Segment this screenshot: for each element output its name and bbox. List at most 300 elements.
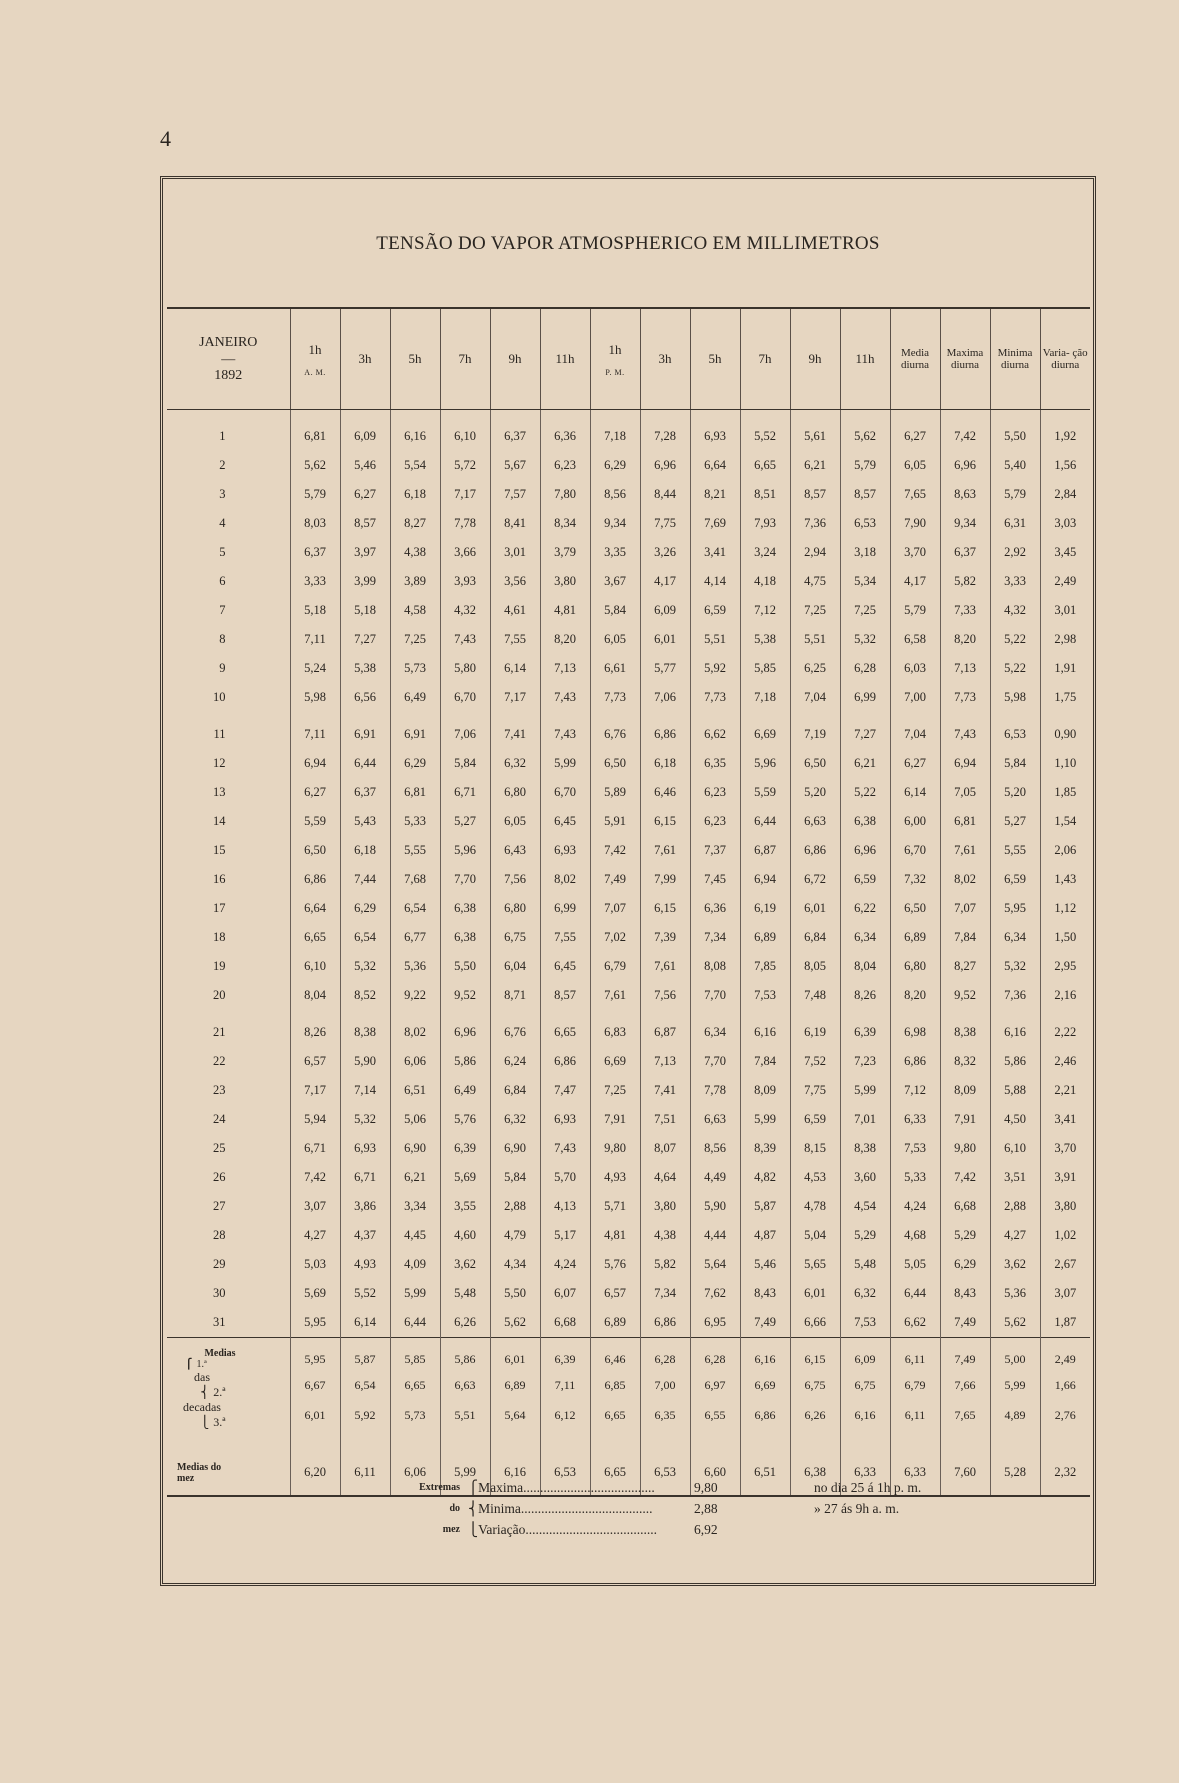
value-cell: 7,61 <box>640 836 690 865</box>
value-cell: 6,84 <box>490 1076 540 1105</box>
value-cell: 4,81 <box>590 1221 640 1250</box>
hour-header <box>640 308 690 410</box>
value-cell: 7,61 <box>940 836 990 865</box>
value-cell: 4,09 <box>390 1250 440 1279</box>
value-cell: 4,32 <box>990 596 1040 625</box>
value-cell: 5,50 <box>490 1279 540 1308</box>
value-cell: 5,52 <box>740 410 790 452</box>
value-cell: 5,29 <box>840 1221 890 1250</box>
value-cell: 7,01 <box>840 1105 890 1134</box>
hour-header <box>590 308 640 410</box>
value-cell: 7,75 <box>640 509 690 538</box>
value-cell: 6,06 <box>390 1047 440 1076</box>
value-cell: 6,07 <box>540 1279 590 1308</box>
value-cell: 3,86 <box>340 1192 390 1221</box>
value-cell: 6,94 <box>740 865 790 894</box>
value-cell: 7,34 <box>690 923 740 952</box>
value-cell: 8,02 <box>940 865 990 894</box>
extreme-row <box>388 1519 921 1540</box>
value-cell: 5,76 <box>440 1105 490 1134</box>
value-cell: 7,36 <box>790 509 840 538</box>
value-cell: 3,89 <box>390 567 440 596</box>
value-cell: 6,70 <box>540 778 590 807</box>
value-cell: 7,05 <box>940 778 990 807</box>
value-cell: 6,60 <box>690 1430 740 1496</box>
table-row <box>167 1047 1090 1076</box>
value-cell: 7,00 <box>890 683 940 712</box>
day-cell: 28 <box>213 1228 226 1242</box>
day-cell: 11 <box>213 727 226 741</box>
value-cell: 6,59 <box>790 1105 840 1134</box>
value-cell: 6,16 <box>740 1010 790 1047</box>
hour-label: 11h <box>855 351 875 366</box>
value-cell: 8,09 <box>940 1076 990 1105</box>
value-cell: 2,84 <box>1040 480 1090 509</box>
value-cell: 6,35 <box>690 749 740 778</box>
value-cell: 4,82 <box>740 1163 790 1192</box>
value-cell: 6,53 <box>640 1430 690 1496</box>
value-cell: 4,13 <box>540 1192 590 1221</box>
value-cell: 6,53 <box>540 1430 590 1496</box>
day-cell: 5 <box>219 545 226 559</box>
table-row <box>167 1134 1090 1163</box>
value-cell: 6,10 <box>290 952 340 981</box>
value-cell: 8,04 <box>290 981 340 1010</box>
value-cell: 6,63 <box>790 807 840 836</box>
value-cell: 7,25 <box>390 625 440 654</box>
value-cell: 6,55 <box>690 1400 740 1430</box>
value-cell: 6,01 <box>640 625 690 654</box>
value-cell: 4,14 <box>690 567 740 596</box>
extreme-value: 6,92 <box>694 1522 718 1537</box>
value-cell: 5,95 <box>290 1308 340 1338</box>
value-cell: 3,99 <box>340 567 390 596</box>
value-cell: 4,61 <box>490 596 540 625</box>
value-cell: 8,02 <box>540 865 590 894</box>
value-cell: 6,25 <box>790 654 840 683</box>
value-cell: 6,18 <box>340 836 390 865</box>
value-cell: 7,33 <box>940 596 990 625</box>
value-cell: 6,01 <box>290 1400 340 1430</box>
value-cell: 5,03 <box>290 1250 340 1279</box>
value-cell: 7,37 <box>690 836 740 865</box>
value-cell: 6,33 <box>840 1430 890 1496</box>
value-cell: 6,23 <box>540 451 590 480</box>
decade-label: decadas⎩ 3.ª <box>167 1400 290 1430</box>
stat-header: Varia- ção diurna <box>1040 308 1090 410</box>
value-cell: 6,27 <box>290 778 340 807</box>
value-cell: 6,15 <box>790 1338 840 1371</box>
extremes-label: do <box>449 1503 460 1514</box>
decade-number: 1.ª <box>196 1359 207 1370</box>
value-cell: 8,20 <box>890 981 940 1010</box>
value-cell: 5,65 <box>790 1250 840 1279</box>
value-cell: 6,59 <box>990 865 1040 894</box>
value-cell: 1,92 <box>1040 410 1090 452</box>
value-cell: 7,12 <box>740 596 790 625</box>
value-cell: 6,01 <box>790 894 840 923</box>
table-row <box>167 1308 1090 1338</box>
value-cell: 7,73 <box>940 683 990 712</box>
value-cell: 7,04 <box>790 683 840 712</box>
table-row <box>167 712 1090 749</box>
value-cell: 4,75 <box>790 567 840 596</box>
value-cell: 1,85 <box>1040 778 1090 807</box>
value-cell: 5,59 <box>740 778 790 807</box>
value-cell: 2,67 <box>1040 1250 1090 1279</box>
day-cell: 22 <box>213 1054 226 1068</box>
value-cell: 6,72 <box>790 865 840 894</box>
value-cell: 6,51 <box>390 1076 440 1105</box>
value-cell: 6,16 <box>490 1430 540 1496</box>
value-cell: 7,53 <box>740 981 790 1010</box>
value-cell: 5,59 <box>290 807 340 836</box>
value-cell: 7,56 <box>490 865 540 894</box>
table-row <box>167 509 1090 538</box>
extreme-name: ⎩Variação....................................... <box>468 1522 657 1537</box>
hour-header <box>840 308 890 410</box>
value-cell: 5,38 <box>340 654 390 683</box>
value-cell: 3,41 <box>690 538 740 567</box>
value-cell: 6,27 <box>340 480 390 509</box>
value-cell: 7,07 <box>940 894 990 923</box>
value-cell: 6,37 <box>940 538 990 567</box>
value-cell: 7,84 <box>940 923 990 952</box>
value-cell: 5,87 <box>340 1338 390 1371</box>
value-cell: 6,69 <box>740 1370 790 1400</box>
table-row <box>167 410 1090 452</box>
hour-header <box>740 308 790 410</box>
decade-label: das⎨ 2.ª <box>167 1370 290 1400</box>
value-cell: 5,79 <box>840 451 890 480</box>
value-cell: 7,42 <box>940 1163 990 1192</box>
value-cell: 5,33 <box>390 807 440 836</box>
value-cell: 6,94 <box>940 749 990 778</box>
value-cell: 6,09 <box>840 1338 890 1371</box>
value-cell: 7,36 <box>990 981 1040 1010</box>
day-cell: 14 <box>213 814 226 828</box>
table-row <box>167 683 1090 712</box>
value-cell: 5,33 <box>890 1163 940 1192</box>
value-cell: 8,05 <box>790 952 840 981</box>
table-row <box>167 981 1090 1010</box>
value-cell: 5,38 <box>740 625 790 654</box>
value-cell: 6,71 <box>440 778 490 807</box>
value-cell: 7,65 <box>940 1400 990 1430</box>
value-cell: 4,50 <box>990 1105 1040 1134</box>
value-cell: 6,65 <box>290 923 340 952</box>
value-cell: 7,06 <box>440 712 490 749</box>
value-cell: 8,34 <box>540 509 590 538</box>
value-cell: 1,50 <box>1040 923 1090 952</box>
value-cell: 8,57 <box>340 509 390 538</box>
value-cell: 6,97 <box>690 1370 740 1400</box>
value-cell: 8,04 <box>840 952 890 981</box>
year-label: 1892 <box>214 368 243 383</box>
value-cell: 6,32 <box>490 749 540 778</box>
value-cell: 6,67 <box>290 1370 340 1400</box>
value-cell: 6,64 <box>290 894 340 923</box>
table-row <box>167 807 1090 836</box>
value-cell: 6,80 <box>890 952 940 981</box>
value-cell: 6,04 <box>490 952 540 981</box>
day-cell: 6 <box>219 574 226 588</box>
extreme-row <box>388 1498 921 1519</box>
value-cell: 7,70 <box>690 981 740 1010</box>
value-cell: 6,65 <box>390 1370 440 1400</box>
value-cell: 9,80 <box>590 1134 640 1163</box>
month-header <box>167 308 290 410</box>
value-cell: 6,50 <box>590 749 640 778</box>
value-cell: 5,70 <box>540 1163 590 1192</box>
decade-mean-row <box>167 1400 1090 1430</box>
value-cell: 5,27 <box>440 807 490 836</box>
value-cell: 6,69 <box>740 712 790 749</box>
day-cell: 8 <box>219 632 226 646</box>
value-cell: 6,50 <box>890 894 940 923</box>
table-row <box>167 1221 1090 1250</box>
hour-label: 1h <box>308 341 322 357</box>
value-cell: 5,95 <box>990 894 1040 923</box>
table-row <box>167 538 1090 567</box>
value-cell: 4,27 <box>990 1221 1040 1250</box>
value-cell: 6,70 <box>440 683 490 712</box>
value-cell: 5,32 <box>840 625 890 654</box>
table-row <box>167 625 1090 654</box>
value-cell: 7,34 <box>640 1279 690 1308</box>
value-cell: 3,60 <box>840 1163 890 1192</box>
value-cell: 6,93 <box>690 410 740 452</box>
value-cell: 8,07 <box>640 1134 690 1163</box>
value-cell: 7,78 <box>690 1076 740 1105</box>
value-cell: 5,62 <box>490 1308 540 1338</box>
value-cell: 5,67 <box>490 451 540 480</box>
value-cell: 6,54 <box>340 1370 390 1400</box>
value-cell: 7,65 <box>890 480 940 509</box>
day-cell: 10 <box>213 690 226 704</box>
value-cell: 6,89 <box>890 923 940 952</box>
value-cell: 3,01 <box>1040 596 1090 625</box>
value-cell: 5,05 <box>890 1250 940 1279</box>
value-cell: 6,36 <box>540 410 590 452</box>
value-cell: 6,16 <box>990 1010 1040 1047</box>
value-cell: 6,06 <box>390 1430 440 1496</box>
value-cell: 7,69 <box>690 509 740 538</box>
value-cell: 5,99 <box>990 1370 1040 1400</box>
value-cell: 7,17 <box>490 683 540 712</box>
value-cell: 6,32 <box>840 1279 890 1308</box>
value-cell: 5,04 <box>790 1221 840 1250</box>
value-cell: 6,77 <box>390 923 440 952</box>
value-cell: 7,18 <box>590 410 640 452</box>
value-cell: 5,24 <box>290 654 340 683</box>
value-cell: 8,57 <box>540 981 590 1010</box>
value-cell: 7,41 <box>490 712 540 749</box>
value-cell: 7,42 <box>590 836 640 865</box>
value-cell: 3,41 <box>1040 1105 1090 1134</box>
value-cell: 7,00 <box>640 1370 690 1400</box>
value-cell: 4,68 <box>890 1221 940 1250</box>
value-cell: 3,03 <box>1040 509 1090 538</box>
value-cell: 6,43 <box>490 836 540 865</box>
value-cell: 6,29 <box>940 1250 990 1279</box>
extreme-value: 9,80 <box>694 1480 718 1495</box>
value-cell: 6,76 <box>490 1010 540 1047</box>
value-cell: 7,62 <box>690 1279 740 1308</box>
value-cell: 6,54 <box>390 894 440 923</box>
value-cell: 7,55 <box>490 625 540 654</box>
value-cell: 3,80 <box>540 567 590 596</box>
value-cell: 7,07 <box>590 894 640 923</box>
value-cell: 8,57 <box>840 480 890 509</box>
value-cell: 6,86 <box>640 712 690 749</box>
day-cell: 16 <box>213 872 226 886</box>
value-cell: 6,39 <box>840 1010 890 1047</box>
value-cell: 8,43 <box>940 1279 990 1308</box>
value-cell: 6,70 <box>890 836 940 865</box>
day-cell: 19 <box>213 959 226 973</box>
value-cell: 1,10 <box>1040 749 1090 778</box>
value-cell: 3,67 <box>590 567 640 596</box>
value-cell: 6,21 <box>390 1163 440 1192</box>
value-cell: 8,41 <box>490 509 540 538</box>
value-cell: 2,21 <box>1040 1076 1090 1105</box>
value-cell: 7,17 <box>440 480 490 509</box>
value-cell: 6,39 <box>540 1338 590 1371</box>
value-cell: 5,99 <box>740 1105 790 1134</box>
value-cell: 6,15 <box>640 894 690 923</box>
value-cell: 6,93 <box>540 1105 590 1134</box>
value-cell: 8,52 <box>340 981 390 1010</box>
value-cell: 6,90 <box>390 1134 440 1163</box>
value-cell: 5,90 <box>690 1192 740 1221</box>
value-cell: 7,84 <box>740 1047 790 1076</box>
value-cell: 7,73 <box>590 683 640 712</box>
value-cell: 4,34 <box>490 1250 540 1279</box>
value-cell: 6,66 <box>790 1308 840 1338</box>
value-cell: 2,88 <box>990 1192 1040 1221</box>
value-cell: 6,65 <box>540 1010 590 1047</box>
value-cell: 2,06 <box>1040 836 1090 865</box>
hour-label: 9h <box>808 351 822 366</box>
value-cell: 3,56 <box>490 567 540 596</box>
day-cell: 18 <box>213 930 226 944</box>
value-cell: 7,68 <box>390 865 440 894</box>
value-cell: 6,29 <box>340 894 390 923</box>
value-cell: 1,56 <box>1040 451 1090 480</box>
day-cell: 13 <box>213 785 226 799</box>
value-cell: 6,44 <box>340 749 390 778</box>
value-cell: 6,44 <box>890 1279 940 1308</box>
value-cell: 9,34 <box>940 509 990 538</box>
value-cell: 6,34 <box>690 1010 740 1047</box>
value-cell: 3,55 <box>440 1192 490 1221</box>
day-cell: 15 <box>213 843 226 857</box>
decade-number: 3.ª <box>213 1415 226 1429</box>
value-cell: 5,32 <box>340 1105 390 1134</box>
value-cell: 7,28 <box>640 410 690 452</box>
value-cell: 6,29 <box>590 451 640 480</box>
value-cell: 5,64 <box>490 1400 540 1430</box>
value-cell: 6,68 <box>940 1192 990 1221</box>
value-cell: 3,97 <box>340 538 390 567</box>
value-cell: 5,54 <box>390 451 440 480</box>
value-cell: 8,57 <box>790 480 840 509</box>
value-cell: 6,38 <box>440 923 490 952</box>
value-cell: 6,51 <box>740 1430 790 1496</box>
value-cell: 8,56 <box>690 1134 740 1163</box>
value-cell: 5,92 <box>690 654 740 683</box>
day-cell: 7 <box>219 603 226 617</box>
value-cell: 7,70 <box>440 865 490 894</box>
value-cell: 5,32 <box>990 952 1040 981</box>
value-cell: 5,71 <box>590 1192 640 1221</box>
value-cell: 4,24 <box>890 1192 940 1221</box>
value-cell: 8,44 <box>640 480 690 509</box>
extreme-name: ⎧Maxima....................................... <box>468 1480 655 1495</box>
value-cell: 6,86 <box>540 1047 590 1076</box>
value-cell: 6,19 <box>740 894 790 923</box>
value-cell: 7,56 <box>640 981 690 1010</box>
value-cell: 1,43 <box>1040 865 1090 894</box>
table-row <box>167 1250 1090 1279</box>
value-cell: 4,54 <box>840 1192 890 1221</box>
value-cell: 5,22 <box>990 625 1040 654</box>
value-cell: 7,70 <box>690 1047 740 1076</box>
value-cell: 2,92 <box>990 538 1040 567</box>
value-cell: 5,27 <box>990 807 1040 836</box>
value-cell: 6,79 <box>590 952 640 981</box>
value-cell: 6,62 <box>890 1308 940 1338</box>
value-cell: 7,04 <box>890 712 940 749</box>
value-cell: 5,28 <box>990 1430 1040 1496</box>
value-cell: 6,14 <box>490 654 540 683</box>
hour-label: 9h <box>508 351 522 366</box>
value-cell: 5,73 <box>390 1400 440 1430</box>
value-cell: 8,27 <box>940 952 990 981</box>
value-cell: 6,96 <box>840 836 890 865</box>
decade-mean-row <box>167 1338 1090 1371</box>
value-cell: 5,06 <box>390 1105 440 1134</box>
value-cell: 3,24 <box>740 538 790 567</box>
value-cell: 7,27 <box>840 712 890 749</box>
extreme-name-text: Variação <box>478 1522 526 1537</box>
hour-label: 11h <box>555 351 575 366</box>
value-cell: 6,11 <box>890 1338 940 1371</box>
value-cell: 7,57 <box>490 480 540 509</box>
value-cell: 7,73 <box>690 683 740 712</box>
value-cell: 6,71 <box>290 1134 340 1163</box>
value-cell: 6,65 <box>740 451 790 480</box>
value-cell: 6,20 <box>290 1430 340 1496</box>
value-cell: 5,17 <box>540 1221 590 1250</box>
value-cell: 5,85 <box>390 1338 440 1371</box>
value-cell: 7,23 <box>840 1047 890 1076</box>
value-cell: 7,42 <box>940 410 990 452</box>
value-cell: 5,96 <box>440 836 490 865</box>
value-cell: 6,79 <box>890 1370 940 1400</box>
table-row <box>167 778 1090 807</box>
value-cell: 8,21 <box>690 480 740 509</box>
value-cell: 8,20 <box>540 625 590 654</box>
hour-header <box>290 308 340 410</box>
value-cell: 6,57 <box>290 1047 340 1076</box>
value-cell: 8,08 <box>690 952 740 981</box>
value-cell: 6,24 <box>490 1047 540 1076</box>
value-cell: 6,80 <box>490 778 540 807</box>
value-cell: 9,52 <box>440 981 490 1010</box>
value-cell: 7,49 <box>940 1308 990 1338</box>
